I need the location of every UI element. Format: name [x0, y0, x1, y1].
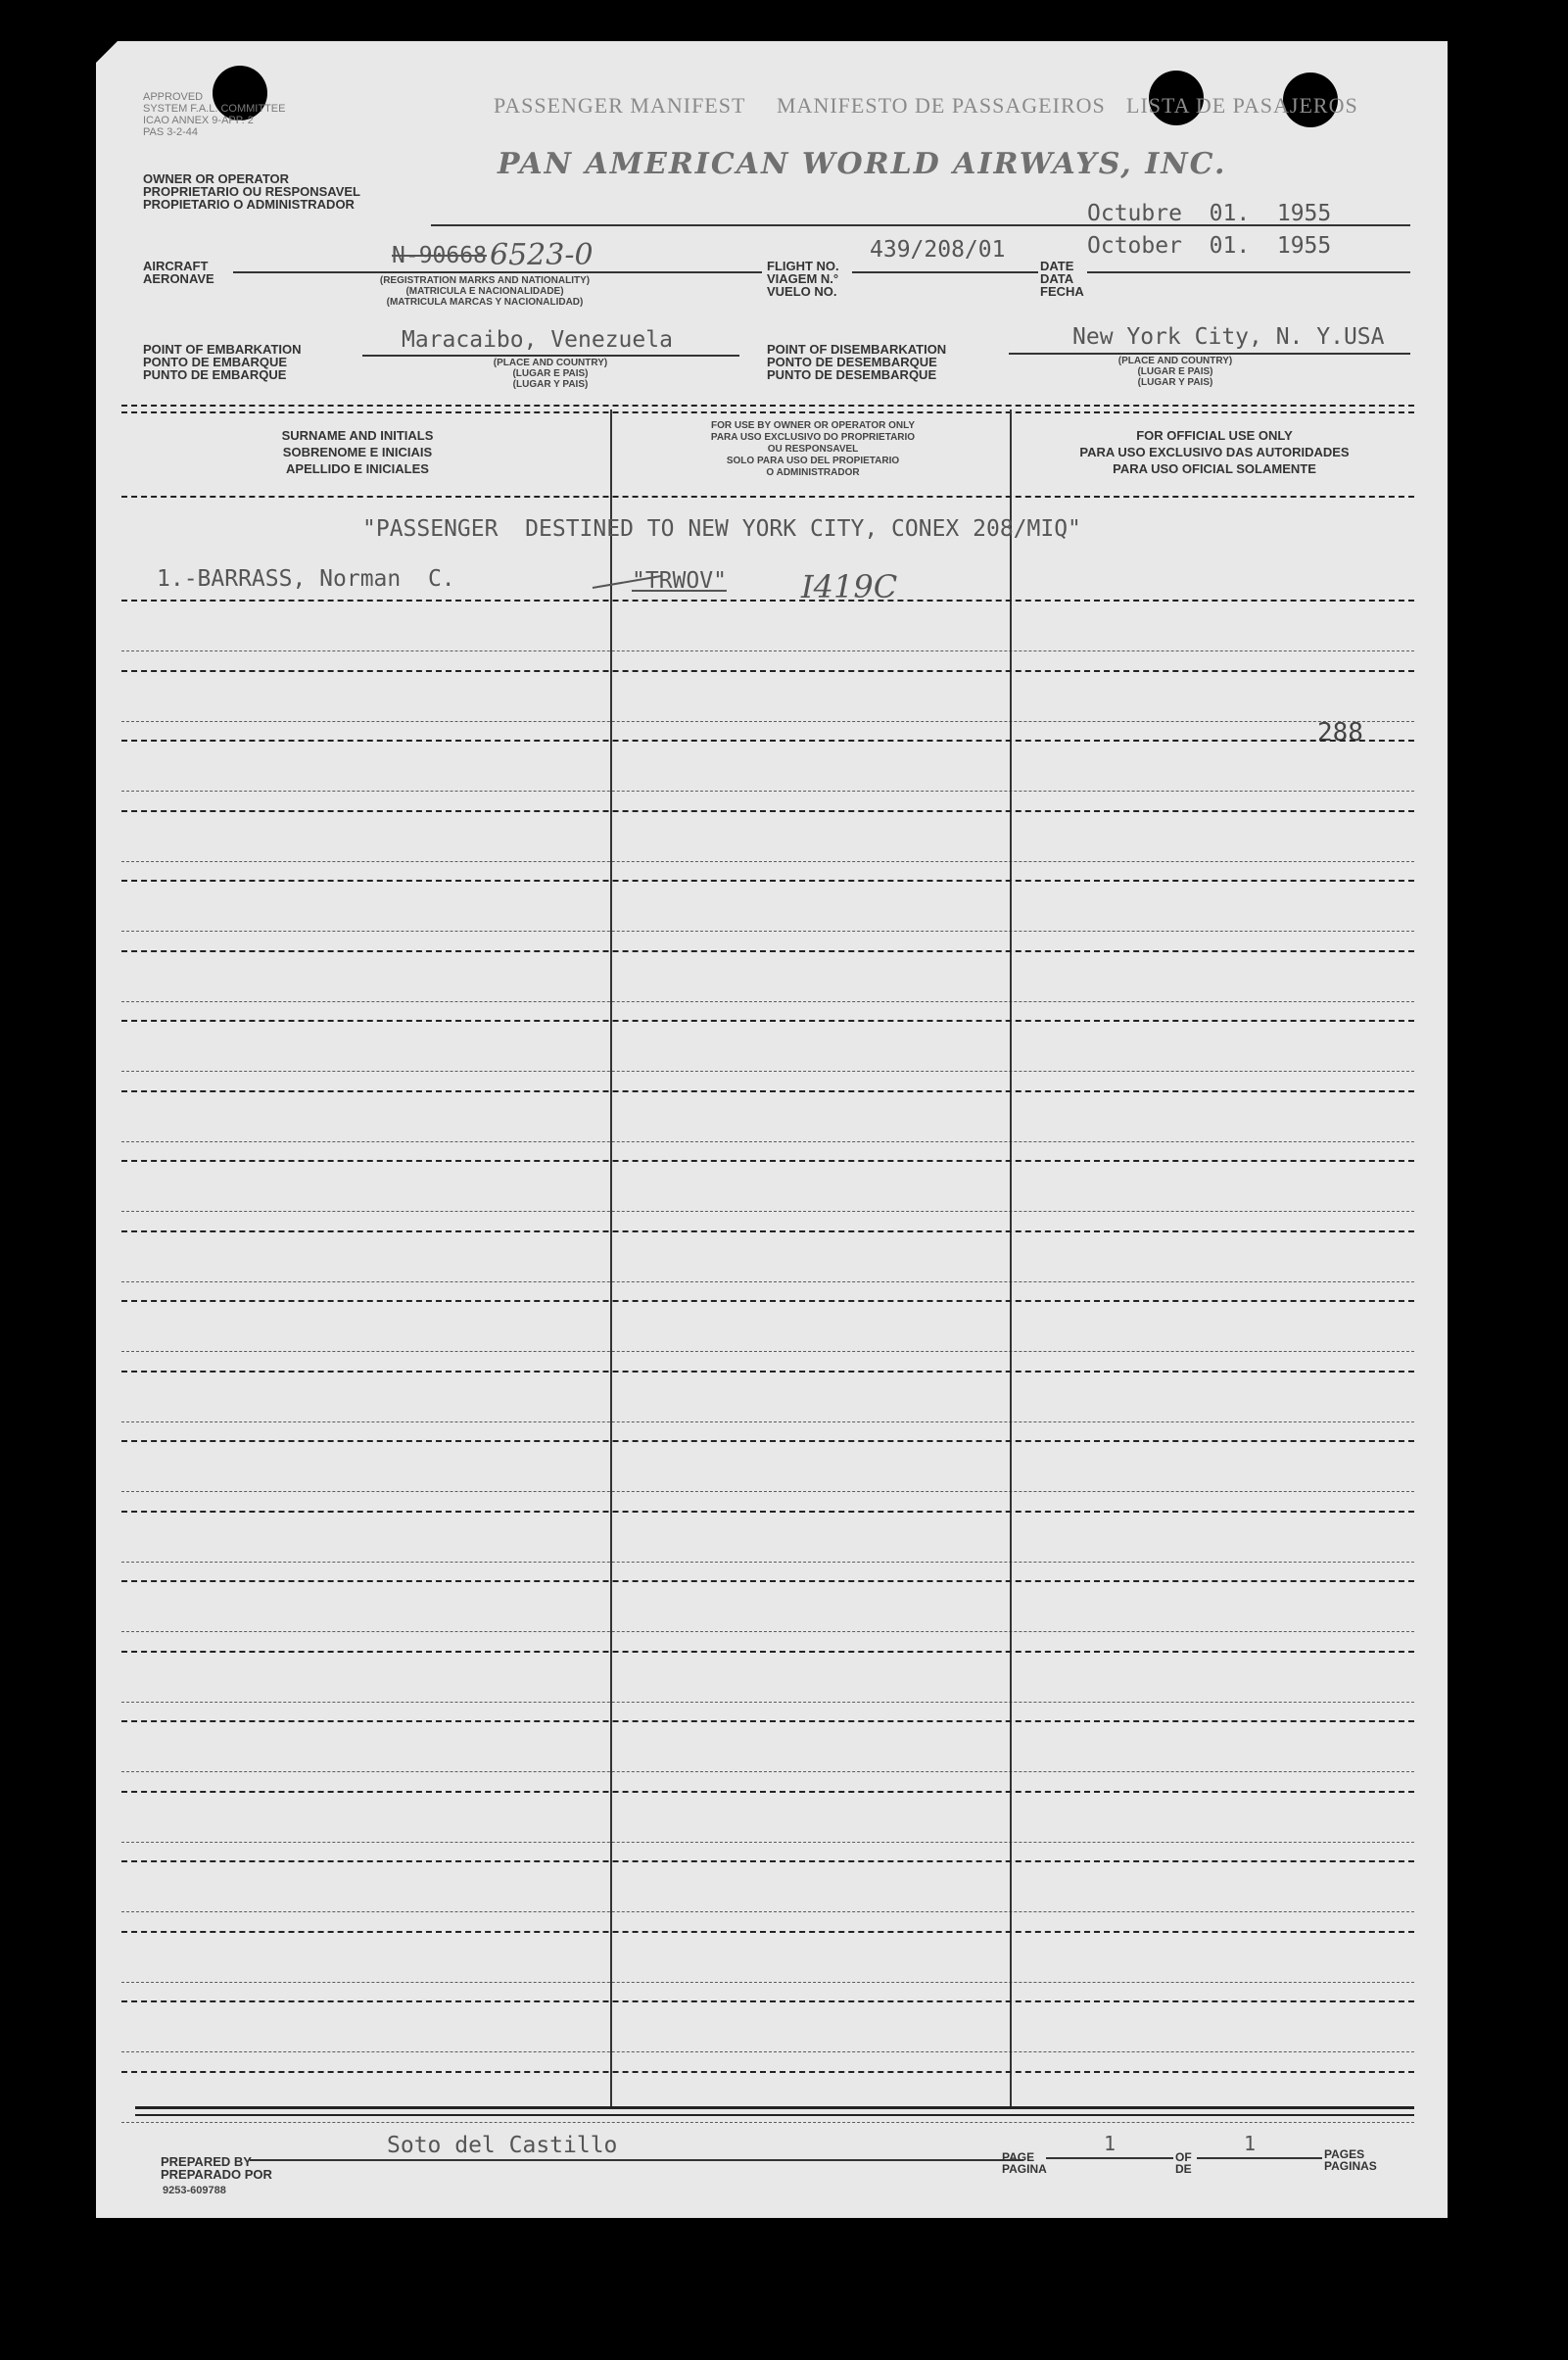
column-divider-1 — [610, 409, 612, 2106]
disembark-place-sublabel: (PLACE AND COUNTRY) (LUGAR E PAIS) (LUGAR Y PAIS) — [1117, 356, 1233, 388]
company-name: PAN AMERICAN WORLD AIRWAYS, INC. — [498, 147, 1227, 181]
disembark-line — [1009, 353, 1410, 355]
manifest-row-rule — [121, 1651, 1414, 1653]
manifest-row-midrule — [121, 1911, 1414, 1912]
manifest-row-rule — [121, 950, 1414, 952]
page-label: PAGE PAGINA — [1002, 2150, 1047, 2176]
pages-label: PAGES PAGINAS — [1324, 2147, 1377, 2173]
manifest-row-rule — [121, 810, 1414, 812]
of-label: OF DE — [1175, 2150, 1192, 2176]
date-line — [1087, 271, 1410, 273]
manifest-row-rule — [121, 740, 1414, 742]
manifest-row-rule — [121, 2000, 1414, 2002]
title-spanish: LISTA DE PASAJEROS — [1126, 93, 1358, 118]
table-bottom-rule-1 — [135, 2106, 1414, 2109]
approval-block: APPROVED SYSTEM F.A.L. COMMITTEE ICAO ANNEX 9-APP. 2 PAS 3-2-44 — [143, 91, 286, 138]
prepared-by-value: Soto del Castillo — [387, 2133, 618, 2158]
date-label: DATE DATA FECHA — [1040, 259, 1084, 299]
prepared-by-line — [250, 2159, 1023, 2161]
title-english: PASSENGER MANIFEST — [494, 93, 746, 118]
manifest-row-midrule — [121, 2051, 1414, 2052]
registration-sublabel: (REGISTRATION MARKS AND NATIONALITY) (MATRICULA E NACIONALIDADE) (MATRICULA MARCAS Y NACIONALIDAD) — [379, 275, 591, 308]
flight-label: FLIGHT NO. VIAGEM N.° VUELO NO. — [767, 259, 839, 299]
owner-label: OWNER OR OPERATOR PROPRIETARIO OU RESPONSAVEL PROPIETARIO O ADMINISTRADOR — [143, 171, 360, 212]
table-top-rule-2 — [121, 411, 1414, 413]
aircraft-typed: N-90668 — [392, 243, 487, 268]
manifest-row-rule — [121, 1720, 1414, 1722]
flight-number: 439/208/01 — [870, 237, 1006, 263]
manifest-row-midrule — [121, 1001, 1414, 1002]
table-top-rule-1 — [121, 405, 1414, 407]
manifest-row-rule — [121, 670, 1414, 672]
aircraft-handwritten: 6523-0 — [490, 238, 594, 272]
manifest-row-midrule — [121, 1702, 1414, 1703]
manifest-row-rule — [121, 600, 1414, 602]
manifest-row-midrule — [121, 721, 1414, 722]
manifest-row-midrule — [121, 1421, 1414, 1422]
passenger-entry: 1.-BARRASS, Norman C. — [157, 566, 455, 592]
date-spanish: Octubre 01. 1955 — [1087, 201, 1332, 226]
table-bottom-rule-2 — [135, 2114, 1414, 2116]
column-header-rule — [121, 496, 1414, 498]
manifest-row-rule — [121, 1931, 1414, 1933]
column-header-official: FOR OFFICIAL USE ONLY PARA USO EXCLUSIVO DAS AUTORIDADES PARA USO OFICIAL SOLAMENTE — [1079, 428, 1350, 476]
manifest-row-midrule — [121, 650, 1414, 651]
of-line — [1197, 2157, 1322, 2159]
page-number: 1 — [1104, 2132, 1117, 2155]
aircraft-label: AIRCRAFT AERONAVE — [143, 259, 214, 286]
manifest-row-rule — [121, 1511, 1414, 1513]
embark-line — [362, 355, 739, 357]
manifest-row-rule — [121, 1440, 1414, 1442]
folded-corner — [96, 41, 118, 63]
manifest-row-rule — [121, 1020, 1414, 1022]
manifest-row-midrule — [121, 1631, 1414, 1632]
manifest-row-rule — [121, 1791, 1414, 1793]
manifest-row-midrule — [121, 931, 1414, 932]
manifest-row-midrule — [121, 1281, 1414, 1282]
manifest-row-rule — [121, 1300, 1414, 1302]
manifest-row-midrule — [121, 1562, 1414, 1563]
manifest-row-midrule — [121, 1771, 1414, 1772]
disembark-value: New York City, N. Y.USA — [1072, 324, 1385, 350]
manifest-row-midrule — [121, 791, 1414, 792]
manifest-note: "PASSENGER DESTINED TO NEW YORK CITY, CONEX 208/MIQ" — [362, 516, 1081, 542]
manifest-row-midrule — [121, 1071, 1414, 1072]
manifest-row-midrule — [121, 1982, 1414, 1983]
manifest-row-rule — [121, 1860, 1414, 1862]
passenger-code: "TRWOV" — [632, 568, 727, 594]
title-portuguese: MANIFESTO DE PASSAGEIROS — [777, 93, 1106, 118]
embark-place-sublabel: (PLACE AND COUNTRY) (LUGAR E PAIS) (LUGAR Y PAIS) — [493, 358, 608, 390]
column-header-surname: SURNAME AND INITIALS SOBRENOME E INICIAIS APELLIDO E INICIALES — [281, 428, 434, 476]
manifest-row-rule — [121, 1090, 1414, 1092]
embark-value: Maracaibo, Venezuela — [402, 327, 673, 353]
column-header-owner: FOR USE BY OWNER OR OPERATOR ONLY PARA USO EXCLUSIVO DO PROPRIETARIO OU RESPONSAVEL SOLO PARA USO DEL PROPIETARIO O ADMINISTRADOR — [710, 420, 916, 478]
flight-line — [852, 271, 1038, 273]
stamp-number: 288 — [1317, 718, 1363, 747]
passenger-checkmark — [588, 568, 666, 598]
column-divider-2 — [1010, 409, 1012, 2106]
of-number: 1 — [1244, 2132, 1257, 2155]
page-line — [1046, 2157, 1173, 2159]
prepared-by-label: PREPARED BY PREPARADO POR — [161, 2154, 272, 2182]
manifest-row-midrule — [121, 1491, 1414, 1492]
manifest-row-midrule — [121, 1842, 1414, 1843]
manifest-row-rule — [121, 1371, 1414, 1373]
disembark-label: POINT OF DISEMBARKATION PONTO DE DESEMBARQUE PUNTO DE DESEMBARQUE — [767, 342, 947, 382]
manifest-row-midrule — [121, 1141, 1414, 1142]
passenger-handwritten-code: I419C — [801, 568, 898, 605]
date-english: October 01. 1955 — [1087, 233, 1332, 259]
form-number: 9253-609788 — [163, 2185, 226, 2196]
manifest-row-midrule — [121, 861, 1414, 862]
embark-label: POINT OF EMBARKATION PONTO DE EMBARQUE PUNTO DE EMBARQUE — [143, 342, 302, 382]
manifest-row-rule — [121, 880, 1414, 882]
manifest-row-midrule — [121, 1211, 1414, 1212]
manifest-row-rule — [121, 1160, 1414, 1162]
manifest-row-midrule — [121, 1351, 1414, 1352]
manifest-row-midrule — [121, 2122, 1414, 2123]
manifest-row-rule — [121, 1580, 1414, 1582]
manifest-row-rule — [121, 1230, 1414, 1232]
manifest-row-rule — [121, 2071, 1414, 2073]
